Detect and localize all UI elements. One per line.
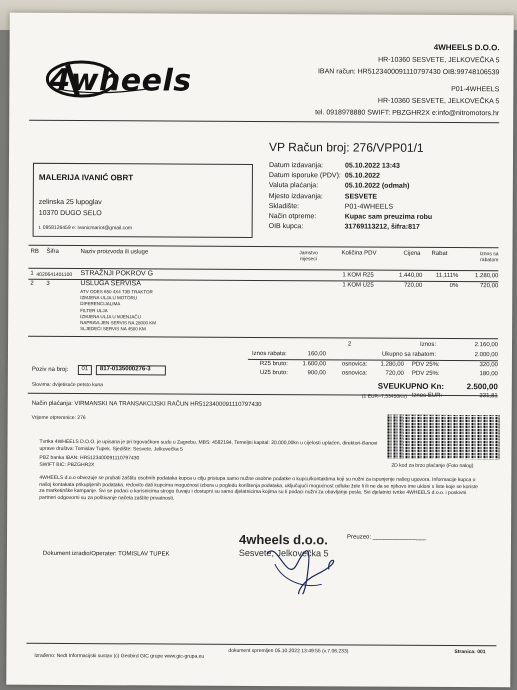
table-bottom-rule	[28, 336, 498, 339]
service-line: IZMJENA ULJA U MOTORU	[80, 295, 137, 301]
company-unit-address: HR-10360 SESVETE, JELKOVEČKA 5	[377, 97, 500, 106]
osnovica1-value: 1.280,00	[380, 361, 404, 368]
iznos-label: Iznos:	[420, 341, 437, 348]
eur-label: Iznos EUR:	[411, 392, 443, 399]
company-name: 4WHEELS D.O.O.	[433, 42, 500, 53]
customer-name: MALERIJA IVANIĆ OBRT	[38, 172, 134, 183]
field-label: Način otpreme:	[268, 213, 317, 221]
field-label: Mjesto izdavanja:	[268, 192, 323, 200]
ukupno-label: Ukupno sa rabatom:	[381, 351, 437, 358]
row2-iznos: 720,00	[479, 283, 499, 290]
row1-sifra: 4020641401100	[36, 271, 73, 279]
footer-rule	[26, 643, 496, 646]
company-contact: tel. 0918978880 SWIFT: PBZGHR2X e:info@nitromotors.hr	[315, 109, 500, 118]
footer-mid: dokument spremljen 05.10.2022 13:49:55 (v.7.06.233)	[228, 647, 349, 655]
osnovica-label: osnovica:	[341, 370, 368, 377]
row2-naziv: USLUGA SERVISA	[80, 280, 141, 288]
field-value: 05.10.2022 13:43	[344, 162, 400, 170]
pdv1-label: PDV 25%:	[411, 361, 440, 368]
company-stamp-address: Sesvete, Jelkovečka 5	[238, 547, 329, 559]
iznos-rabata-value: 160,00	[307, 351, 326, 358]
u25-label: U25 bruto:	[259, 369, 288, 377]
service-line: NAPRAVLJEN SERVIS NA 28000 KM	[80, 320, 157, 326]
field-value: P01-4WHEELS	[344, 203, 394, 211]
field-label: Datum izdavanja:	[268, 162, 324, 170]
iznos-rabata-label: Iznos rabata:	[251, 350, 287, 358]
row1-cijena: 1.440,00	[399, 272, 423, 279]
th-rb: RB	[30, 248, 39, 255]
poziv-value: 817-0135000276-3	[96, 365, 166, 375]
iznos-value: 2.160,00	[474, 342, 499, 349]
pdv1-value: 320,00	[479, 362, 498, 369]
company-stamp: 4wheels d.o.o.	[238, 531, 328, 548]
ukupno-value: 2.000,00	[474, 352, 498, 359]
row2-kol: 1 KOM U25	[342, 282, 374, 289]
field-label: OIB kupca:	[268, 223, 304, 231]
row1-iznos: 1.280,00	[475, 273, 499, 280]
field-value: SESVETE	[344, 193, 378, 201]
legal-swift: SWIFT BIC: PBZGHR2X	[39, 461, 95, 469]
service-line: ATV ODES 650 4X4 T3B TRAKTOR	[80, 289, 153, 295]
u25-value: 900,00	[307, 370, 326, 377]
th-rabat: Rabat	[431, 250, 448, 257]
legal-gdpr: 4WHEELS d.o.o obvezuje se prubati zaštitu osobnih podataka kupca u cilju pristupa samo nužne osobne podatke o kupcu/kontaktima koji su nužni za ispunjenje našeg ugovora. Informacije kupca o našoj kontakata prikupljenih podataka, redovito dati kupcima mogućnost izbora u pogledu korištenja podataka, uključujući mogućnost odluke žele li ili ne da se njihovo ime ukloni s liste koje se koriste za marketinške kampanje. Svi se podaci o korisnicima strogo čuvaju i dostupni su samo djelatnicima kojima su ti podaci nužni za obavljanje posla. Svi djelatnici tvrtke 4WHEELS d.o.o. i poslovni partneri odgovorni su za poštivanje načela zaštite privatnosti.	[39, 474, 478, 502]
service-line: DIFERENCIJALIMA	[80, 301, 121, 307]
field-label: Skladište:	[268, 202, 300, 211]
payment-2d-code-overlay	[387, 415, 499, 460]
th-jamstvo: Jamstvo mjeseci	[299, 250, 318, 263]
osnovica-label: osnovica:	[341, 361, 368, 368]
field-value: 05.10.2022	[344, 172, 380, 180]
preuzeo-label: Preuzeo: ________________	[347, 534, 427, 541]
invoice-fields	[269, 161, 433, 233]
service-line: FILTER ULJA	[80, 307, 108, 313]
service-line: SLJEDEĆI SERVIS NA 4500 KM	[80, 326, 146, 332]
table-top-rule	[29, 245, 499, 248]
row1-rabat: 11,111%	[436, 272, 459, 280]
customer-contact: t. 0958126459 e: ivanicmariot@gmail.com	[38, 224, 133, 232]
field-value: 31769113212, šifra:817	[344, 223, 420, 232]
row1-kol: 1 KOM R25	[342, 272, 374, 279]
r25-value: 1.600,00	[302, 361, 326, 368]
th-cijena: Cijena	[403, 250, 421, 257]
invoice-title: VP Račun broj: 276/VPP01/1	[269, 140, 424, 155]
service-line: IZMJENA ULJA U MJENJAČU	[80, 313, 141, 320]
company-unit: P01-4WHEELS	[451, 85, 500, 94]
logo-text: 4wheels	[49, 62, 192, 99]
payment-method: Način plaćanja: VIRMANSKI NA TRANSAKCIJSKI RAČUN HR5123400091110797430	[31, 400, 262, 409]
row2-rb: 2	[30, 280, 34, 287]
pdv2-value: 180,00	[479, 371, 498, 378]
th-iznos: Iznos sa rabatom	[479, 251, 499, 264]
th-naziv: Naziv proizvoda ili usluge	[80, 249, 149, 256]
operator-label: Dokument izradio/Operater: TOMISLAV TUPEK	[42, 550, 170, 558]
osnovica2-value: 720,00	[385, 370, 404, 377]
qr-caption: 2D kod za brzo plaćanje (Foto nalog)	[391, 462, 474, 470]
row2-cijena: 720,00	[403, 282, 423, 289]
eur-value: 331,81	[479, 393, 498, 400]
customer-street: zelinska 25 lupoglav	[38, 198, 102, 207]
row2-sifra: 3	[46, 280, 50, 287]
field-label: Datum isporuke (PDV):	[268, 172, 341, 180]
item-count: 2	[348, 341, 352, 348]
pdv2-label: PDV 25%:	[411, 370, 440, 377]
sveukupno-label: SVEUKUPNO Kn:	[377, 381, 445, 391]
eur-rate: (1 EUR=7,53450Kn)	[361, 393, 407, 400]
sveukupno-value: 2.500,00	[466, 382, 498, 392]
row1-naziv: STRAŽNJI POKROV G	[80, 270, 154, 278]
customer-city: 10370 DUGO SELO	[38, 209, 102, 218]
handwritten-signature	[257, 534, 337, 594]
poziv-model: 01	[78, 365, 92, 375]
field-label: Valuta plaćanja:	[268, 182, 319, 190]
field-value: 05.10.2022 (odmah)	[344, 182, 410, 191]
slovima-note: Slovima: dvijetisuće petsto kuna	[31, 381, 103, 389]
legal-registration: Tvrtka 4WHEELS D.O.O. je upisana je pri trgovačkom sudu u Zagrebu, MBS: 4582194, Temeljni kapital: 20.000,00kn u cijelosti uplaćen, direktori-članovi uprave društva: Tomislav Tupek. Sjedište: Sesvete, Jelkovečka 5	[39, 438, 378, 453]
service-details	[80, 289, 156, 333]
header-divider	[29, 120, 499, 123]
invoice-page	[6, 13, 514, 688]
legal-bank: PBZ banka IBAN: HR5123400091110797430	[39, 454, 140, 462]
row2-rabat: 0%	[449, 282, 459, 290]
footer-page: Stranica: 001	[454, 649, 486, 656]
r25-label: R25 bruto:	[259, 360, 288, 368]
shipment-time: Vrijeme otpremnice: 276	[31, 414, 86, 422]
poziv-label: Poziv na broj:	[31, 366, 69, 373]
footer-left: Izrađeno: Nedt Informacijski sustav (c) Geobird GIC grupe www.gic-grupa.eu	[34, 652, 205, 660]
th-sifra: Šifra	[46, 248, 59, 255]
company-address: HR-10360 SESVETE, JELKOVEČKA 5	[378, 56, 500, 65]
field-value: Kupac sam preuzima robu	[344, 213, 433, 221]
th-kolicina: Količina PDV	[341, 250, 377, 257]
company-iban: IBAN račun: HR5123400091110797430 OIB:99748106539	[317, 68, 500, 77]
row1-rb: 1	[30, 270, 34, 277]
